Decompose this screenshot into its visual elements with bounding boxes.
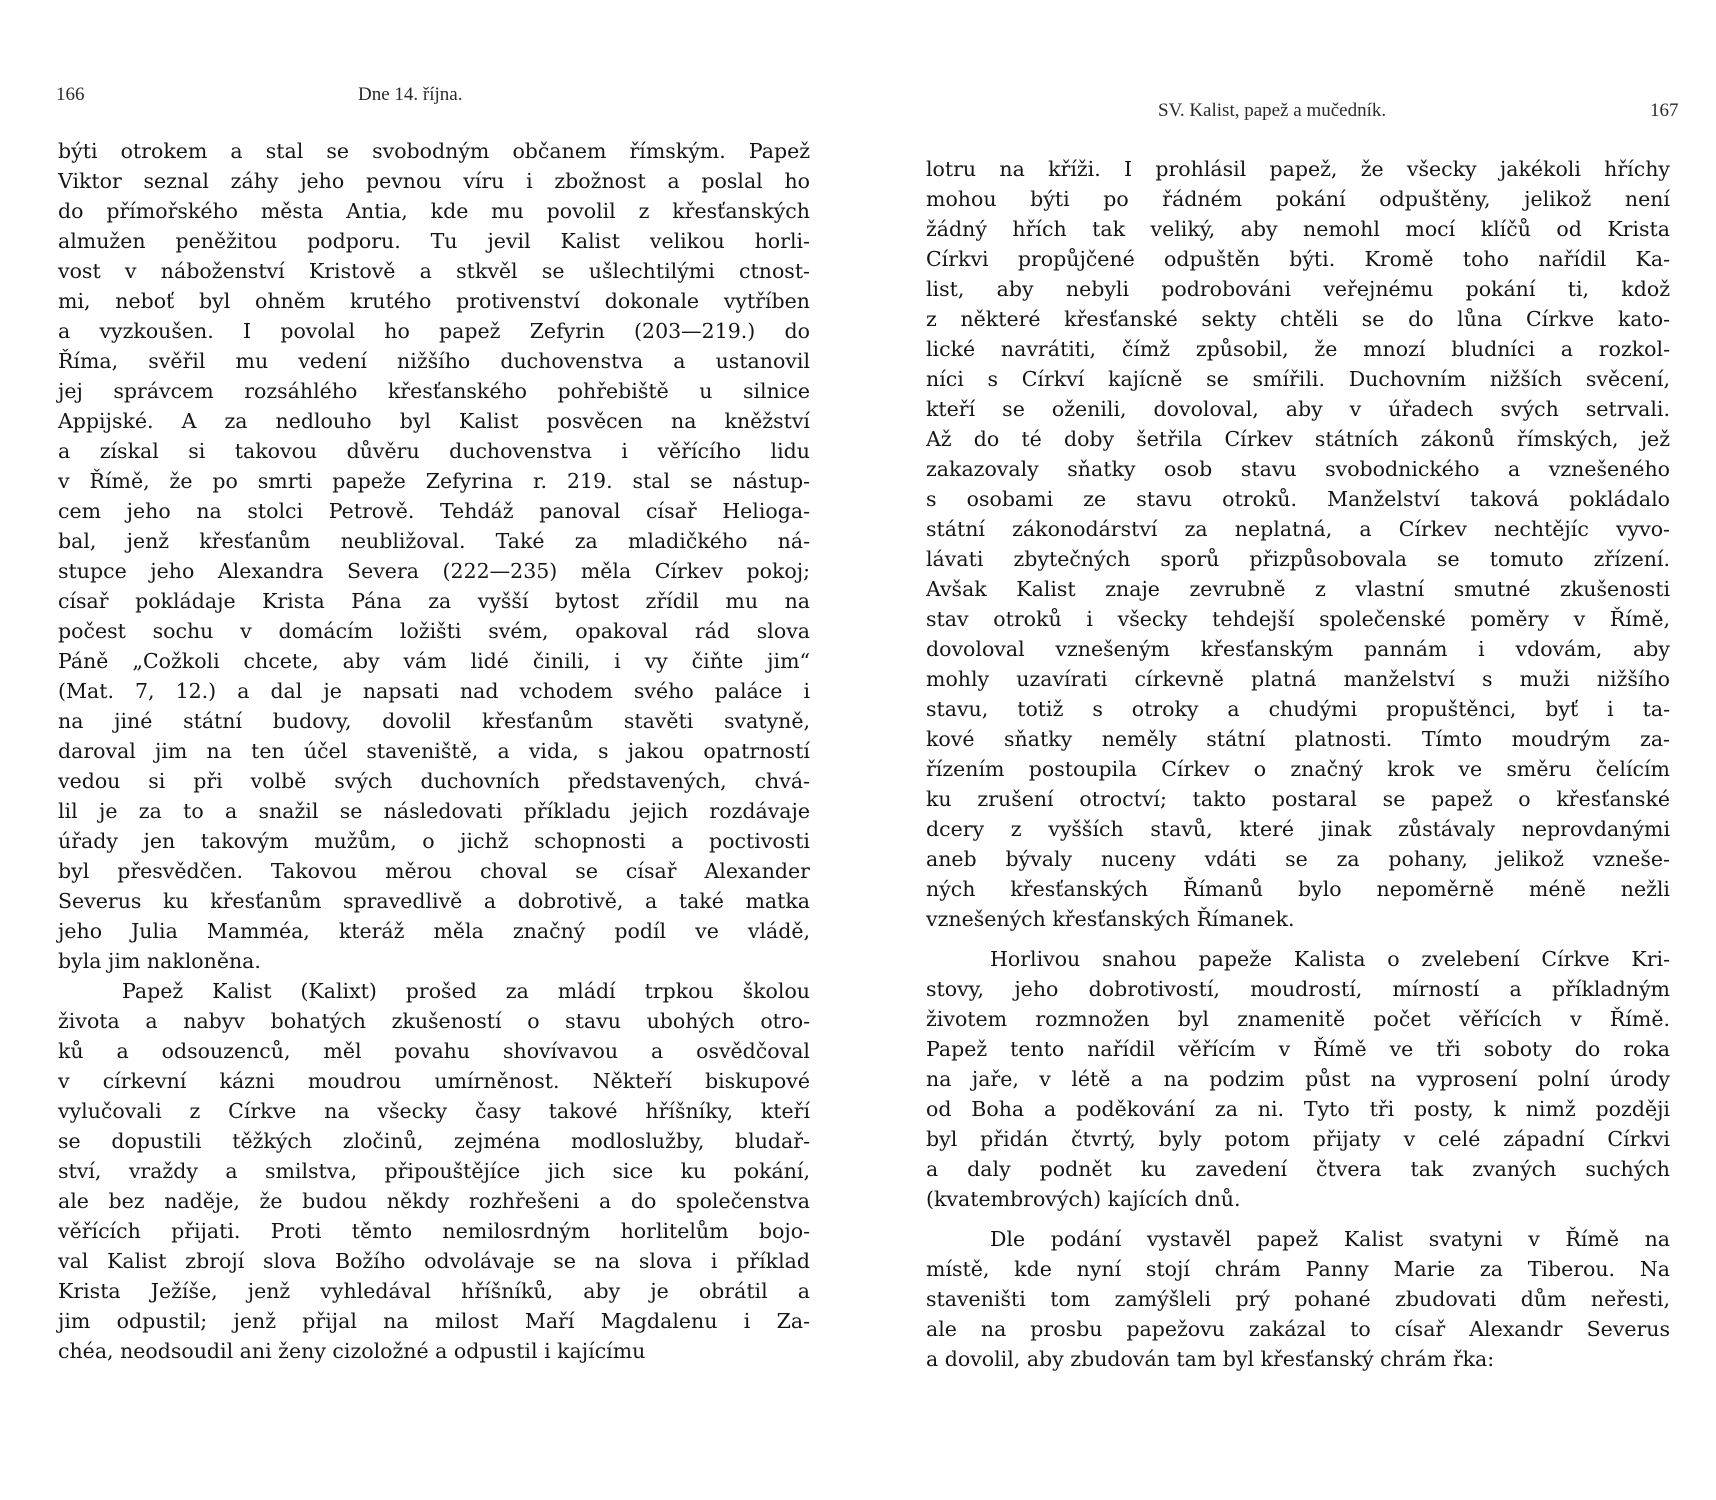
- text-line: na jiné státní budovy, dovolil křesťanům stavěti svatyně,: [58, 709, 810, 733]
- text-line: v církevní kázni moudrou umírněnost. Někteří biskupové: [58, 1069, 810, 1093]
- text-line: Dle podání vystavěl papež Kalist svatyni v Římě na: [990, 1227, 1670, 1251]
- text-line: lické navrátiti, čímž způsobil, že mnozí bludníci a rozkol-: [926, 337, 1670, 361]
- text-line: jim odpustil; jenž přijal na milost Maří Magdalenu i Za-: [58, 1309, 810, 1333]
- text-line: s osobami ze stavu otroků. Manželství taková pokládalo: [926, 487, 1670, 511]
- text-line: ale bez naděje, že budou někdy rozhřešeni a do společenstva: [58, 1189, 810, 1213]
- text-line: Páně „Cožkoli chcete, aby vám lidé činili, i vy čiňte jim“: [58, 649, 810, 673]
- text-line: ných křesťanských Římanů bylo nepoměrně méně nežli: [926, 877, 1670, 901]
- text-line: cem jeho na stolci Petrově. Tehdáž panoval císař Heliogа-: [58, 499, 810, 523]
- text-line: vznešených křesťanských Římanek.: [926, 907, 1295, 931]
- text-line: Horlivou snahou papeže Kalista o zvelebení Církve Kri-: [990, 947, 1670, 971]
- text-line: dovoloval vznešeným křesťanským pannám i vdovám, aby: [926, 637, 1670, 661]
- text-line: počest sochu v domácím ložišti svém, opakoval rád slova: [58, 619, 810, 643]
- text-line: jeho Julia Mamméa, kteráž měla značný podíl ve vládě,: [58, 919, 810, 943]
- text-line: a daly podnět ku zavedení čtvera tak zvaných suchých: [926, 1157, 1670, 1181]
- text-line: Říma, svěřil mu vedení nižšího duchovenstva a ustanovil: [58, 349, 810, 373]
- running-head: Dne 14. října.: [358, 84, 463, 105]
- text-line: lávati zbytečných sporů přizpůsobovala se tomuto zřízení.: [926, 547, 1670, 571]
- text-line: ale na prosbu papežovu zakázal to císař Alexandr Severus: [926, 1317, 1670, 1341]
- text-line: níci s Církví kajícně se smířili. Duchovním nižších svěcení,: [926, 367, 1670, 391]
- text-line: ků a odsouzenců, měl povahu shovívavou a osvědčoval: [58, 1039, 810, 1063]
- text-line: zakazovaly sňatky osob stavu svobodnického a vznešeného: [926, 457, 1670, 481]
- text-line: Krista Ježíše, jenž vyhledával hříšníků, aby je obrátil a: [58, 1279, 810, 1303]
- paragraph-gap: [926, 1214, 1670, 1224]
- text-line: Viktor seznal záhy jeho pevnou víru i zbožnost a poslal ho: [58, 169, 810, 193]
- text-line: Avšak Kalist znaje zevrubně z vlastní smutné zkušenosti: [926, 577, 1670, 601]
- text-line: ku zrušení otroctví; takto postaral se papež o křesťanské: [926, 787, 1670, 811]
- text-line: vylučovali z Církve na všecky časy takové hříšníky, kteří: [58, 1099, 810, 1123]
- text-line: val Kalist zbrojí slova Božího odvolávaje se na slova i příklad: [58, 1249, 810, 1273]
- text-line: v Římě, že po smrti papeže Zefyrina r. 219. stal se nástup-: [58, 469, 810, 493]
- text-line: životem rozmnožen byl znamenitě počet věřících v Římě.: [926, 1007, 1670, 1031]
- text-line: Papež tento nařídil věřícím v Římě ve tři soboty do roka: [926, 1037, 1670, 1061]
- text-line: ství, vraždy a smilstva, připouštějíce jich sice ku pokání,: [58, 1159, 810, 1183]
- text-line: císař pokládaje Krista Pána za vyšší bytost zřídil mu na: [58, 589, 810, 613]
- text-line: vost v náboženství Kristově a stkvěl se ušlechtilými ctnost-: [58, 259, 810, 283]
- text-line: do přímořského města Antia, kde mu povolil z křesťanských: [58, 199, 810, 223]
- text-line: kteří se oženili, dovoloval, aby v úřadech svých setrvali.: [926, 397, 1670, 421]
- text-line: Papež Kalist (Kalixt) prošed za mládí trpkou školou: [122, 979, 810, 1003]
- text-line: a vyzkoušen. I povolal ho papež Zefyrin (203—219.) do: [58, 319, 810, 343]
- text-line: lil je za to a snažil se následovati příkladu jejich rozdávaje: [58, 799, 810, 823]
- paragraph-gap: [926, 934, 1670, 944]
- page-number: 167: [1650, 100, 1679, 121]
- text-line: byl přidán čtvrtý, byly potom přijaty v celé západní Církvi: [926, 1127, 1670, 1151]
- text-line: list, aby nebyli podrobováni veřejnému pokání ti, kdož: [926, 277, 1670, 301]
- text-line: žádný hřích tak veliký, aby nemohl mocí klíčů od Krista: [926, 217, 1670, 241]
- text-line: staveništi tom zamýšleli prý pohané zbudovati dům neřesti,: [926, 1287, 1670, 1311]
- text-line: úřady jen takovým mužům, o jichž schopnosti a poctivosti: [58, 829, 810, 853]
- text-line: Appijské. A za nedlouho byl Kalist posvěcen na kněžství: [58, 409, 810, 433]
- text-line: býti otrokem a stal se svobodným občanem římským. Papež: [58, 139, 810, 163]
- text-line: stavu, totiž s otroky a chudými propuštěnci, byť i ta-: [926, 697, 1670, 721]
- text-line: Církvi propůjčené odpuštěn býti. Kromě toho nařídil Ka-: [926, 247, 1670, 271]
- text-line: života a nabyv bohatých zkušeností o stavu ubohých otro-: [58, 1009, 810, 1033]
- text-line: kové sňatky neměly státní platnosti. Tímto moudrým za-: [926, 727, 1670, 751]
- text-line: chéa, neodsoudil ani ženy cizoložné a odpustil i kajícímu: [58, 1339, 646, 1363]
- text-line: mohly uzavírati církevně platná manželství s muži nižšího: [926, 667, 1670, 691]
- text-line: státní zákonodárství za neplatná, a Církev nechtějíc vyvo-: [926, 517, 1670, 541]
- text-line: mi, neboť byl ohněm krutého protivenství dokonale vytříben: [58, 289, 810, 313]
- body-text: [58, 136, 810, 1366]
- text-line: lotru na kříži. I prohlásil papež, že všecky jakékoli hříchy: [926, 157, 1670, 181]
- text-line: bal, jenž křesťanům neubližoval. Také za mladičkého ná-: [58, 529, 810, 553]
- text-line: místě, kde nyní stojí chrám Panny Marie za Tiberou. Na: [926, 1257, 1670, 1281]
- text-line: vedou si při volbě svých duchovních představených, chvá-: [58, 769, 810, 793]
- text-line: stav otroků i všecky tehdejší společenské poměry v Římě,: [926, 607, 1670, 631]
- text-line: věřících přijati. Proti těmto nemilosrdným horlitelům bojo-: [58, 1219, 810, 1243]
- text-line: z některé křesťanské sekty chtěli se do lůna Církve kato-: [926, 307, 1670, 331]
- text-line: se dopustili těžkých zločinů, zejména modloslužby, bludař-: [58, 1129, 810, 1153]
- text-line: almužen peněžitou podporu. Tu jevil Kalist velikou horli-: [58, 229, 810, 253]
- text-line: Severus ku křesťanům spravedlivě a dobrotivě, a také matka: [58, 889, 810, 913]
- text-line: (kvatembrových) kajících dnů.: [926, 1187, 1241, 1211]
- text-line: aneb bývaly nuceny vdáti se za pohany, jelikož vzneše-: [926, 847, 1670, 871]
- text-line: od Boha a poděkování za ni. Tyto tři posty, k nimž později: [926, 1097, 1670, 1121]
- text-line: a dovolil, aby zbudován tam byl křesťanský chrám řka:: [926, 1347, 1495, 1371]
- text-line: stupce jeho Alexandra Severa (222—235) měla Církev pokoj;: [58, 559, 810, 583]
- text-line: a získal si takovou důvěru duchovenstva i věřícího lidu: [58, 439, 810, 463]
- text-line: jej správcem rozsáhlého křesťanského pohřebiště u silnice: [58, 379, 810, 403]
- text-line: Až do té doby šetřila Církev státních zákonů římských, jež: [926, 427, 1670, 451]
- text-line: daroval jim na ten účel staveniště, a vida, s jakou opatrností: [58, 739, 810, 763]
- text-line: mohou býti po řádném pokání odpuštěny, jelikož není: [926, 187, 1670, 211]
- text-line: stovy, jeho dobrotivostí, moudrostí, mírností a příkladným: [926, 977, 1670, 1001]
- text-line: byl přesvědčen. Takovou měrou choval se císař Alexander: [58, 859, 810, 883]
- body-text: [926, 154, 1670, 1374]
- text-line: na jaře, v létě a na podzim půst na vyprosení polní úrody: [926, 1067, 1670, 1091]
- running-head: SV. Kalist, papež a mučedník.: [1158, 100, 1387, 121]
- text-line: (Mat. 7, 12.) a dal je napsati nad vchodem svého paláce i: [58, 679, 810, 703]
- right-page: [858, 0, 1716, 1500]
- text-line: řízením postoupila Církev o značný krok ve směru čelícím: [926, 757, 1670, 781]
- text-line: dcery z vyšších stavů, které jinak zůstávaly neprovdanými: [926, 817, 1670, 841]
- page-number: 166: [56, 84, 85, 105]
- text-line: byla jim nakloněna.: [58, 949, 261, 973]
